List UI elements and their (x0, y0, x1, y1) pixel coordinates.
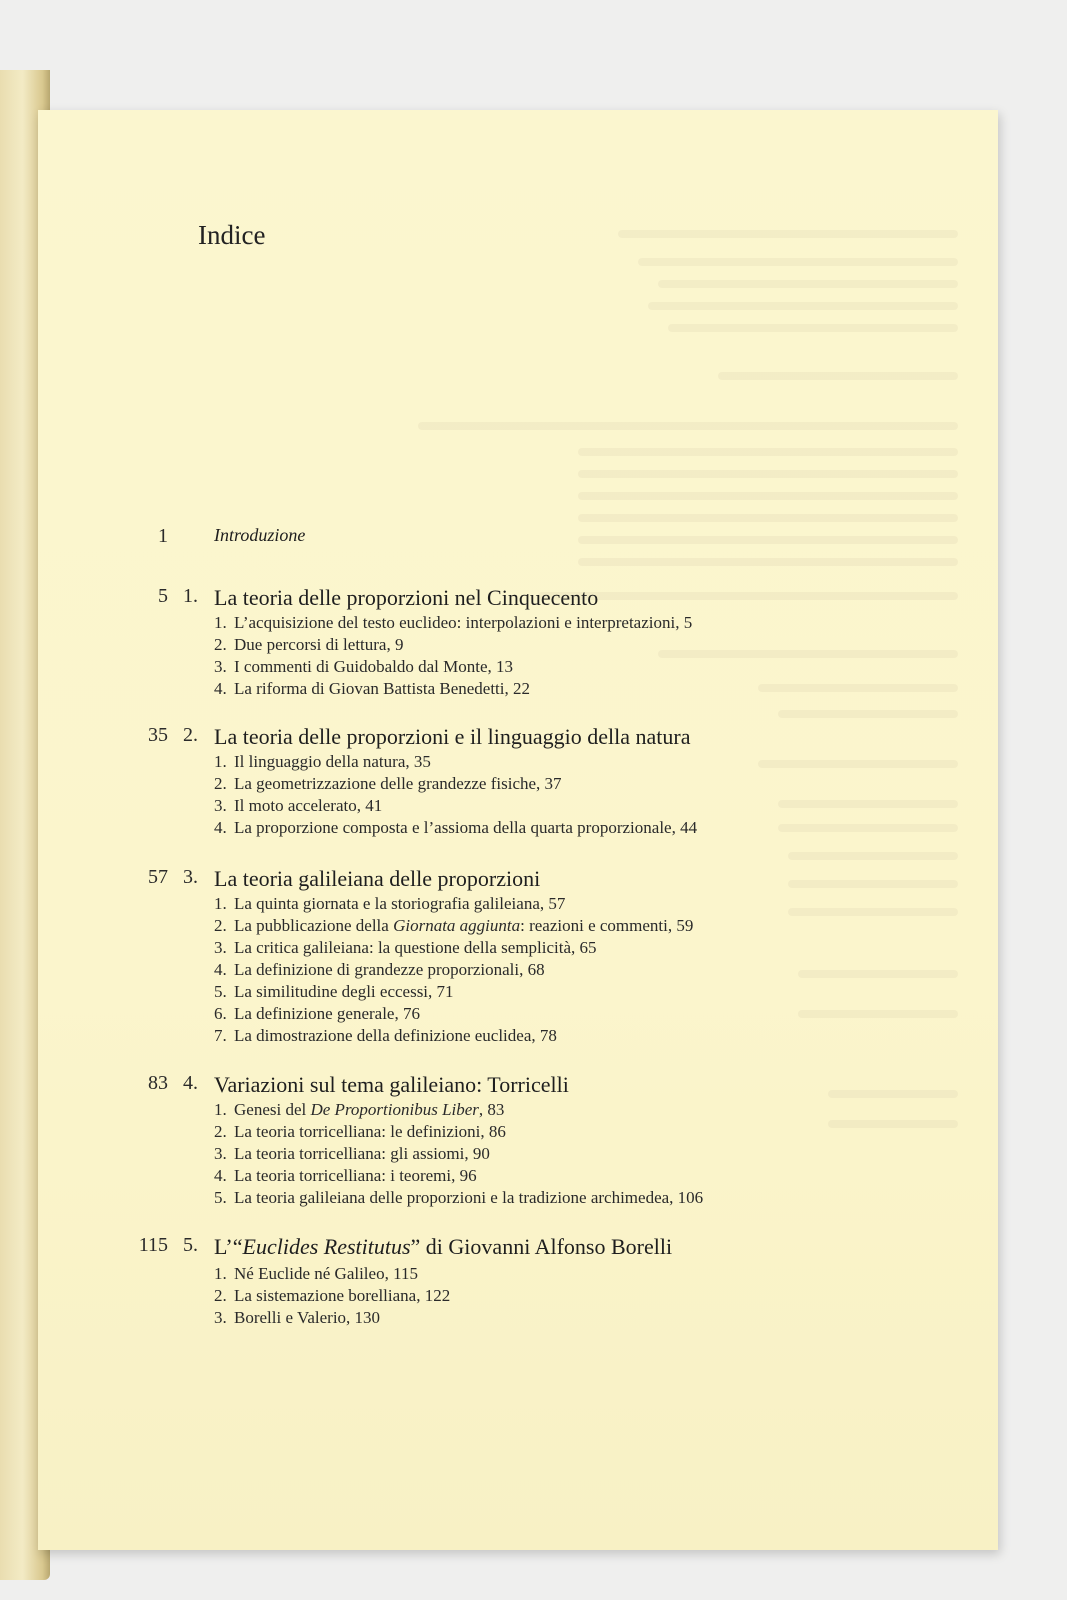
entry-page-number: 1 (158, 525, 168, 547)
subsection-text: La riforma di Giovan Battista Benedetti, 22 (234, 679, 531, 698)
entry-page-number: 83 (148, 1072, 168, 1094)
subsection-text: La geometrizzazione delle grandezze fisiche, 37 (234, 774, 562, 793)
subsection-text: Due percorsi di lettura, 9 (234, 635, 404, 654)
subsection-number: 4. (214, 1166, 227, 1185)
subsection-number: 6. (214, 1004, 227, 1023)
entry-title: Variazioni sul tema galileiano: Torricelli (214, 1072, 569, 1097)
subsection-item[interactable] (214, 657, 513, 677)
entry-title-post: ” di Giovanni Alfonso Borelli (410, 1234, 673, 1259)
subsection-text: La quinta giornata e la storiografia galileiana, 57 (234, 894, 566, 913)
entry-title: La teoria galileiana delle proporzioni (214, 866, 541, 891)
subsection-text: I commenti di Guidobaldo dal Monte, 13 (234, 657, 514, 676)
subsection-number: 1. (214, 613, 227, 632)
subsection-number: 4. (214, 818, 227, 837)
subsection-text: La definizione di grandezze proporzionali, 68 (234, 960, 545, 979)
subsection-item[interactable] (214, 1264, 418, 1284)
subsection-number: 3. (214, 1144, 227, 1163)
subsection-number: 3. (214, 938, 227, 957)
subsection-item[interactable] (214, 1286, 450, 1306)
entry-page-number: 57 (148, 866, 168, 888)
subsection-item[interactable] (214, 894, 565, 914)
subsection-number: 5. (214, 982, 227, 1001)
subsection-item[interactable] (214, 679, 530, 699)
chapter-number: 1. (183, 585, 198, 607)
subsection-number: 4. (214, 679, 227, 698)
subsection-text: La definizione generale, 76 (234, 1004, 420, 1023)
subsection-text-italic: Giornata aggiunta (393, 916, 521, 935)
subsection-item[interactable] (214, 1308, 380, 1328)
subsection-text: La sistemazione borelliana, 122 (234, 1286, 451, 1305)
subsection-item[interactable] (214, 752, 431, 772)
subsection-item[interactable] (214, 796, 382, 816)
subsection-item[interactable] (214, 916, 693, 936)
subsection-text: La teoria torricelliana: i teoremi, 96 (234, 1166, 477, 1185)
subsection-text: La critica galileiana: la questione della semplicità, 65 (234, 938, 597, 957)
subsection-item[interactable] (214, 635, 403, 655)
subsection-number: 2. (214, 774, 227, 793)
subsection-number: 2. (214, 1286, 227, 1305)
entry-title-italic: Euclides Restitutus (242, 1234, 411, 1259)
entry-page-number: 115 (138, 1234, 168, 1256)
subsection-text: Il linguaggio della natura, 35 (234, 752, 431, 771)
subsection-number: 2. (214, 916, 227, 935)
subsection-text-pre: Genesi del (234, 1100, 311, 1119)
subsection-item[interactable] (214, 613, 692, 633)
subsection-text: Né Euclide né Galileo, 115 (234, 1264, 418, 1283)
subsection-item[interactable] (214, 960, 545, 980)
subsection-text: La dimostrazione della definizione euclidea, 78 (234, 1026, 557, 1045)
subsection-number: 2. (214, 1122, 227, 1141)
entry-title-pre: L’“ (214, 1234, 243, 1259)
book-page (38, 110, 998, 1550)
subsection-number: 3. (214, 1308, 227, 1327)
subsection-text: La proporzione composta e l’assioma della quarta proporzionale, 44 (234, 818, 698, 837)
subsection-item[interactable] (214, 1026, 557, 1046)
index-heading: Indice (198, 220, 266, 250)
entry-title: La teoria delle proporzioni nel Cinquecento (214, 585, 599, 610)
subsection-item[interactable] (214, 938, 597, 958)
subsection-text: La teoria galileiana delle proporzioni e la tradizione archimedea, 106 (234, 1188, 704, 1207)
entry-title: Introduzione (214, 525, 306, 545)
chapter-number: 3. (183, 866, 198, 888)
subsection-number: 1. (214, 752, 227, 771)
subsection-text: Borelli e Valerio, 130 (234, 1308, 381, 1327)
subsection-text-post: , 83 (478, 1100, 505, 1119)
subsection-text: Il moto accelerato, 41 (234, 796, 383, 815)
entry-title: La teoria delle proporzioni e il linguaggio della natura (214, 724, 691, 749)
entry-page-number: 5 (158, 585, 168, 607)
subsection-item[interactable] (214, 1100, 504, 1120)
subsection-number: 7. (214, 1026, 227, 1045)
subsection-item[interactable] (214, 1166, 477, 1186)
subsection-item[interactable] (214, 1188, 703, 1208)
subsection-item[interactable] (214, 1004, 420, 1024)
entry-title (214, 1234, 672, 1260)
subsection-number: 2. (214, 635, 227, 654)
chapter-number: 4. (183, 1072, 198, 1094)
subsection-item[interactable] (214, 982, 454, 1002)
subsection-number: 3. (214, 657, 227, 676)
subsection-text-pre: La pubblicazione della (234, 916, 394, 935)
subsection-item[interactable] (214, 1122, 506, 1142)
subsection-number: 1. (214, 894, 227, 913)
subsection-item[interactable] (214, 1144, 490, 1164)
subsection-text: La similitudine degli eccessi, 71 (234, 982, 454, 1001)
subsection-text: La teoria torricelliana: gli assiomi, 90 (234, 1144, 490, 1163)
subsection-text-italic: De Proportionibus Liber (310, 1100, 479, 1119)
subsection-text: La teoria torricelliana: le definizioni, 86 (234, 1122, 506, 1141)
chapter-number: 5. (183, 1234, 198, 1256)
subsection-number: 1. (214, 1100, 227, 1119)
subsection-number: 1. (214, 1264, 227, 1283)
subsection-number: 5. (214, 1188, 227, 1207)
subsection-text: L’acquisizione del testo euclideo: interpolazioni e interpretazioni, 5 (234, 613, 693, 632)
subsection-text-post: : reazioni e commenti, 59 (520, 916, 694, 935)
subsection-number: 4. (214, 960, 227, 979)
subsection-number: 3. (214, 796, 227, 815)
entry-page-number: 35 (148, 724, 168, 746)
chapter-number: 2. (183, 724, 198, 746)
subsection-item[interactable] (214, 818, 697, 838)
subsection-item[interactable] (214, 774, 562, 794)
